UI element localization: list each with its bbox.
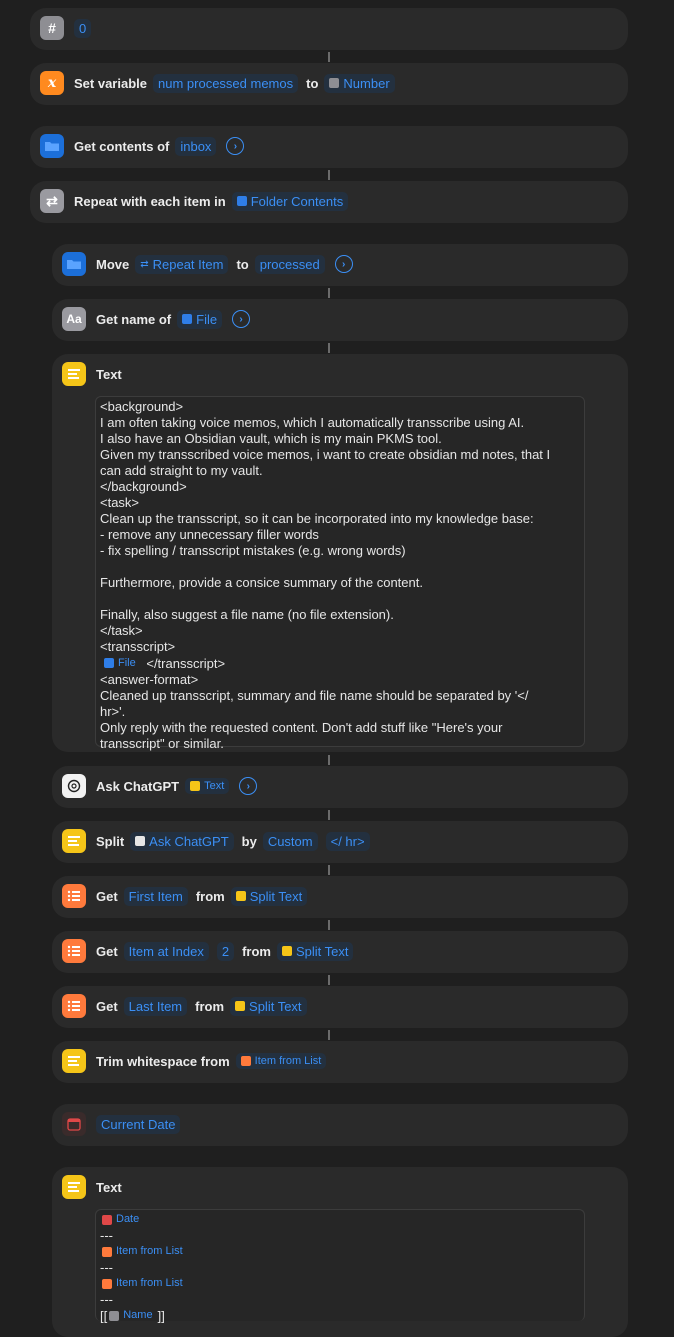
transscript-close-tag: </transscript> [142,656,226,671]
chatgpt-icon [62,774,86,798]
text-line [100,1244,580,1260]
repeat-item-label: Repeat Item [152,256,224,272]
chevron-right-icon[interactable]: › [226,137,244,155]
text-line: Given my transscribed voice memos, i want to create obsidian md notes, that I [100,447,551,462]
text-line: Finally, also suggest a file name (no file extension). [100,607,394,622]
separator-token[interactable]: </ hr> [326,832,370,851]
variable-icon: x [40,71,64,95]
text-mini-icon [235,1001,245,1011]
set-variable-label: Set variable [74,75,147,91]
text-format-mini-icon [109,1311,119,1321]
connector [328,1030,330,1040]
get-item-at-index-card[interactable] [52,931,628,973]
split-text-label: Split Text [249,998,302,1014]
folder-mini-icon [104,658,114,668]
item-at-index-token[interactable]: Item at Index [124,942,209,961]
text-line: hr>'. [100,704,126,719]
folder-mini-icon [237,196,247,206]
template-text-field[interactable] [95,1209,585,1324]
text-line: - fix spelling / transscript mistakes (e.g. wrong words) [100,543,406,558]
item-from-list-label: Item from List [116,1245,183,1257]
connector [328,865,330,875]
text-token-label: Text [204,780,225,792]
text-token[interactable] [185,778,229,794]
chatgpt-mini-icon [135,836,145,846]
folder-token[interactable]: inbox [175,137,216,156]
from-label: from [195,888,225,904]
text-line: can add straight to my vault. [100,463,263,478]
prompt-text-field[interactable] [95,396,585,751]
name-token-label: Name [123,1309,153,1321]
get-first-item-card[interactable] [52,876,628,918]
connector [328,755,330,765]
text-line: I am often taking voice memos, which I automatically transscribe using AI. [100,415,525,430]
file-token-label: File [118,657,136,669]
text-lines-icon [62,1049,86,1073]
chevron-right-icon[interactable]: › [232,310,250,328]
text-line: Clean up the transscript, so it can be incorporated into my knowledge base: [100,511,534,526]
list-mini-icon [102,1247,112,1257]
ask-chatgpt-token[interactable] [130,832,233,851]
text-line: - remove any unnecessary filler words [100,527,319,542]
date-token-label: Date [116,1213,140,1225]
text-lines-icon [62,362,86,386]
list-icon [62,994,86,1018]
list-icon [62,939,86,963]
trim-label: Trim whitespace from [96,1053,230,1069]
number-value[interactable]: 0 [74,19,91,38]
text-line: Furthermore, provide a consice summary of the content. [100,575,423,590]
list-mini-icon [102,1279,112,1289]
connector [328,170,330,180]
folder-icon [62,252,86,276]
item-from-list-label: Item from List [254,1055,322,1067]
item-from-list-label: Item from List [116,1277,183,1289]
text-mini-icon [190,781,200,791]
text-mini-icon [236,891,246,901]
text-line: I also have an Obsidian vault, which is my main PKMS tool. [100,431,442,446]
to-label: to [306,75,319,91]
repeat-mini-icon: ⇄ [140,258,149,270]
text-line [100,1308,580,1324]
get-label: Get [96,888,118,904]
text-format-icon: Aa [62,307,86,331]
split-text-token[interactable] [231,887,308,906]
connector [328,52,330,62]
text-mini-icon [282,946,292,956]
connector [328,975,330,985]
text-title: Text [96,366,122,382]
file-token[interactable] [100,655,140,671]
destination-token[interactable]: processed [255,255,325,274]
split-text-label: Split Text [295,943,349,959]
calendar-mini-icon [102,1215,112,1225]
date-token[interactable] [100,1212,141,1227]
text-line [100,655,580,672]
ask-chatgpt-label: Ask ChatGPT [96,778,180,794]
split-text-label: Split Text [249,888,303,904]
separator-line: --- [100,1228,113,1243]
repeat-item-token[interactable] [135,255,228,274]
current-date-token[interactable]: Current Date [96,1115,180,1134]
split-card[interactable] [52,821,628,863]
split-mode-token[interactable]: Custom [263,832,318,851]
text-line: transscript" or similar. [100,736,224,751]
get-last-item-card[interactable] [52,986,628,1028]
get-name-label: Get name of [96,311,172,327]
from-label: from [195,998,225,1014]
number-mini-icon [329,78,339,88]
variable-name-token[interactable]: num processed memos [153,74,298,93]
text-line [100,591,580,607]
text-line [100,559,580,575]
connector [328,920,330,930]
folder-icon [40,134,64,158]
get-label: Get [96,943,118,959]
folder-contents-token[interactable] [232,192,349,211]
get-contents-card[interactable] [30,126,628,168]
wikilink-close: ]] [157,1308,165,1324]
text-line: </task> [100,623,143,638]
split-label: Split [96,833,125,849]
chevron-right-icon[interactable]: › [335,255,353,273]
wikilink-open: [[ [100,1308,108,1324]
calendar-icon [62,1112,86,1136]
ask-chatgpt-card[interactable] [52,766,628,808]
number-icon: # [40,16,64,40]
file-token[interactable] [177,310,222,329]
by-label: by [241,833,257,849]
connector [328,288,330,298]
move-card[interactable] [52,244,628,286]
to-label: to [236,256,249,272]
chevron-right-icon[interactable]: › [239,777,257,795]
current-date-card[interactable] [52,1104,628,1146]
split-text-token[interactable] [277,942,354,961]
last-item-token[interactable]: Last Item [124,997,187,1016]
text-line: <transscript> [100,639,176,654]
trim-whitespace-card[interactable] [52,1041,628,1083]
text-line: <background> [100,399,184,414]
get-name-card[interactable] [52,299,628,341]
list-mini-icon [241,1056,251,1066]
get-contents-label: Get contents of [74,138,170,154]
index-value-token[interactable]: 2 [217,942,234,961]
move-label: Move [96,256,130,272]
item-from-list-token[interactable] [100,1276,185,1291]
item-from-list-token[interactable] [236,1053,327,1069]
first-item-token[interactable]: First Item [124,887,188,906]
text-lines-icon [62,1175,86,1199]
ask-chatgpt-token-label: Ask ChatGPT [149,833,229,849]
text-line: <task> [100,495,140,510]
set-variable-card[interactable] [30,63,628,105]
repeat-card[interactable] [30,181,628,223]
list-icon [62,884,86,908]
item-from-list-token[interactable] [100,1244,185,1259]
repeat-label: Repeat with each item in [74,193,226,209]
split-text-token[interactable] [230,997,307,1016]
file-token-label: File [196,311,218,327]
from-label: from [242,943,271,959]
get-label: Get [96,998,118,1014]
number-token-label: Number [343,75,390,91]
text-line: <answer-format> [100,672,199,687]
folder-mini-icon [182,314,192,324]
number-action-card[interactable] [30,8,628,50]
separator-line: --- [100,1292,113,1307]
repeat-icon: ⇄ [40,189,64,213]
number-variable-token[interactable] [324,74,394,93]
text-line: Only reply with the requested content. Don't add stuff like "Here's your [100,720,503,735]
text-line: </background> [100,479,187,494]
text-title: Text [96,1179,122,1195]
folder-contents-label: Folder Contents [250,193,344,209]
text-line [100,1212,580,1228]
separator-line: --- [100,1260,113,1275]
connector [328,343,330,353]
text-lines-icon [62,829,86,853]
text-line [100,1276,580,1292]
text-line: Cleaned up transscript, summary and file name should be separated by '</ [100,688,529,703]
connector [328,810,330,820]
